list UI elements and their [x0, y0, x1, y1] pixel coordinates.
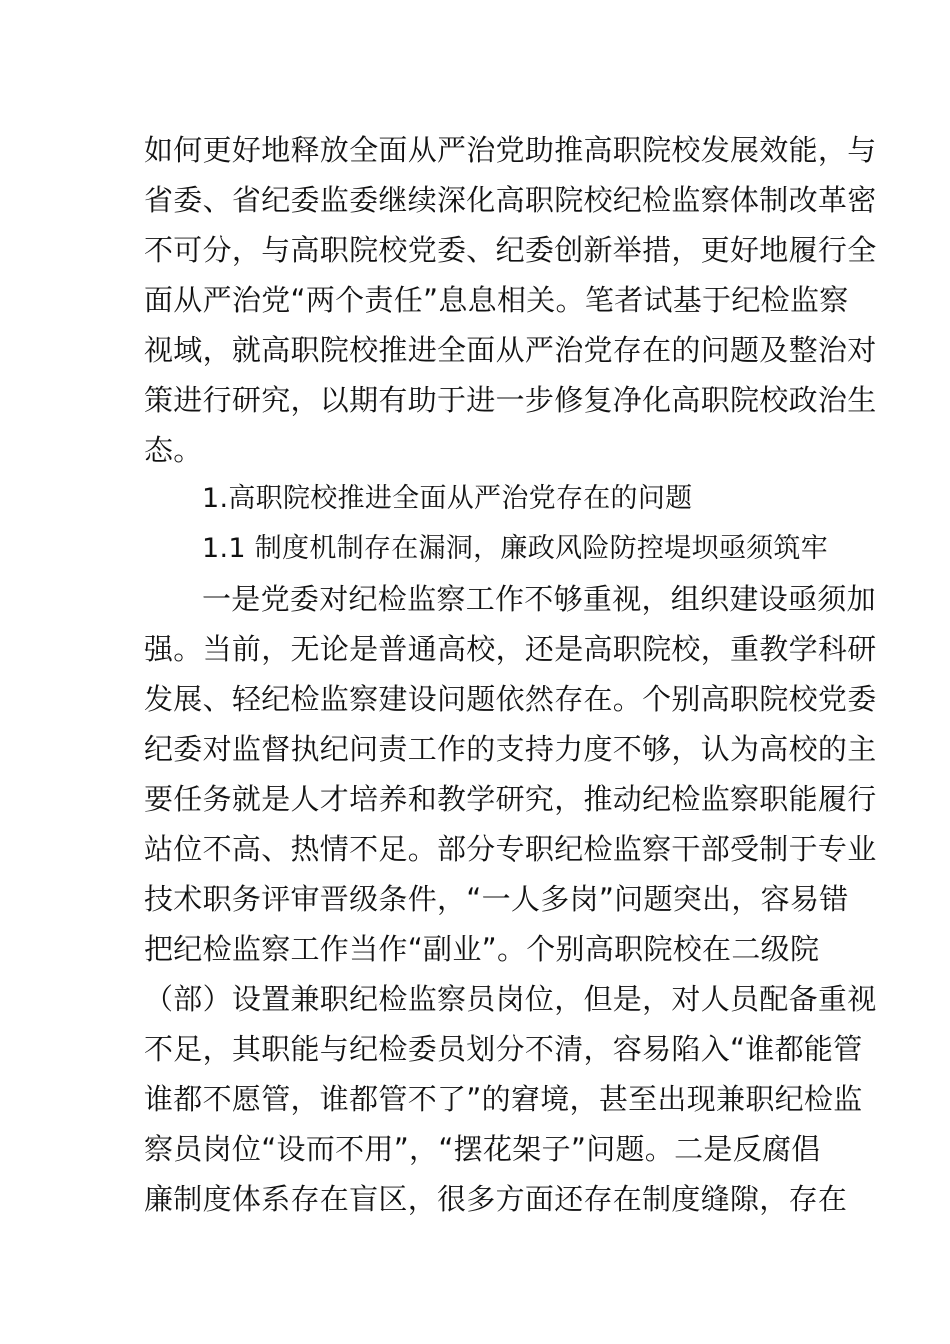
- paragraph-line: 如何更好地释放全面从严治党助推高职院校发展效能，与: [144, 133, 877, 167]
- paragraph-line: 一是党委对纪检监察工作不够重视，组织建设亟须加: [202, 582, 876, 616]
- paragraph-line: 技术职务评审晋级条件，“一人多岗”问题突出，容易错: [144, 882, 849, 916]
- paragraph-line: （部）设置兼职纪检监察员岗位，但是，对人员配备重视: [144, 982, 877, 1016]
- section-heading: 1.高职院校推进全面从严治党存在的问题: [202, 483, 693, 514]
- paragraph-line: 视域，就高职院校推进全面从严治党存在的问题及整治对: [144, 333, 877, 367]
- paragraph-line: 察员岗位“设而不用”，“摆花架子”问题。二是反腐倡: [144, 1132, 821, 1166]
- paragraph-line: 要任务就是人才培养和教学研究，推动纪检监察职能履行: [144, 782, 877, 816]
- paragraph-line: 谁都不愿管，谁都管不了”的窘境，甚至出现兼职纪检监: [144, 1082, 863, 1116]
- paragraph-line: 强。当前，无论是普通高校，还是高职院校，重教学科研: [144, 632, 877, 666]
- paragraph-line: 不足，其职能与纪检委员划分不清，容易陷入“谁都能管: [144, 1032, 863, 1066]
- paragraph-line: 把纪检监察工作当作“副业”。个别高职院校在二级院: [144, 932, 820, 966]
- paragraph-line: 省委、省纪委监委继续深化高职院校纪检监察体制改革密: [144, 183, 877, 217]
- paragraph-line: 态。: [144, 433, 203, 467]
- subsection-heading: 1.1 制度机制存在漏洞，廉政风险防控堤坝亟须筑牢: [202, 533, 829, 564]
- paragraph-line: 站位不高、热情不足。部分专职纪检监察干部受制于专业: [144, 832, 877, 866]
- paragraph-line: 不可分，与高职院校党委、纪委创新举措，更好地履行全: [144, 233, 877, 267]
- paragraph-line: 廉制度体系存在盲区，很多方面还存在制度缝隙，存在: [144, 1182, 848, 1216]
- paragraph-line: 发展、轻纪检监察建设问题依然存在。个别高职院校党委: [144, 682, 877, 716]
- paragraph-line: 纪委对监督执纪问责工作的支持力度不够，认为高校的主: [144, 732, 877, 766]
- paragraph-line: 面从严治党“两个责任”息息相关。笔者试基于纪检监察: [144, 283, 849, 317]
- paragraph-line: 策进行研究，以期有助于进一步修复净化高职院校政治生: [144, 383, 877, 417]
